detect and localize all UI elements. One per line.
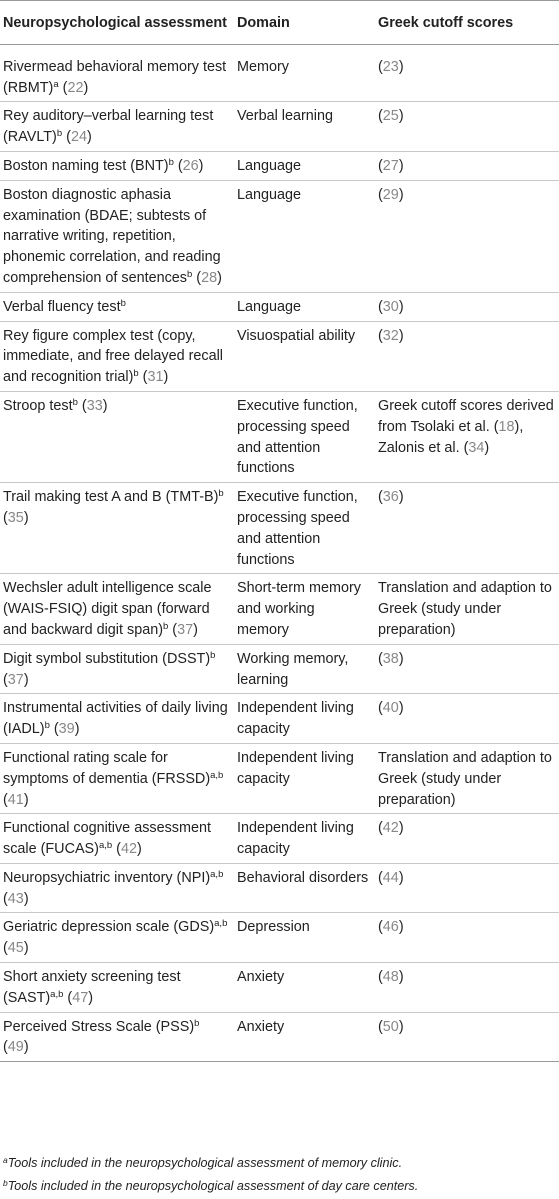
assessment-cell — [0, 292, 233, 321]
test-name: Wechsler adult intelligence scale (WAIS-FSIQ) digit span (forward and backward digit span) — [3, 580, 212, 638]
citation-ref: 26 — [182, 157, 199, 174]
cutoff-cell: (29) — [374, 180, 559, 292]
cutoff-cell — [374, 743, 559, 813]
cutoff-cell: (48) — [374, 963, 559, 1013]
citation-ref: 50 — [382, 1018, 399, 1035]
table-row — [0, 644, 559, 694]
domain-cell: Anxiety — [233, 1012, 374, 1062]
domain-cell: Executive function, processing speed and attention functions — [233, 483, 374, 574]
domain-cell: Anxiety — [233, 963, 374, 1013]
table-row — [0, 694, 559, 744]
test-name: Rey figure complex test (copy, immediate, and free delayed recall and recognition trial) — [3, 327, 223, 386]
footnote-mark: b — [3, 1178, 8, 1188]
table-row — [0, 180, 559, 292]
test-name: Geriatric depression scale (GDS) — [3, 919, 215, 936]
footnote-marker: b — [44, 720, 50, 732]
cutoff-cell: (40) — [374, 694, 559, 744]
citation-ref: 38 — [382, 650, 399, 667]
footnote-marker: a,b — [210, 769, 224, 781]
citation-ref: 47 — [72, 989, 89, 1006]
table-row — [0, 1012, 559, 1062]
test-name: Boston naming test (BNT) — [3, 157, 169, 174]
domain-cell: Executive function, processing speed and attention functions — [233, 391, 374, 482]
citation-ref: 28 — [201, 269, 218, 286]
footnote-b — [3, 1175, 555, 1198]
table-row — [0, 321, 559, 391]
footnote-marker: a,b — [214, 918, 228, 930]
table-row — [0, 743, 559, 813]
table-row — [0, 863, 559, 913]
footnote-marker: b — [72, 396, 78, 408]
citation-ref: 41 — [7, 791, 24, 808]
domain-cell: Short-term memory and working memory — [233, 574, 374, 644]
header-assessment: Neuropsychological assessment — [0, 1, 233, 45]
footnote-marker: a,b — [98, 840, 113, 852]
citation-ref: 37 — [177, 621, 194, 638]
cutoff-cell: (27) — [374, 151, 559, 180]
citation-ref: 49 — [7, 1039, 24, 1056]
citation-ref: 45 — [7, 940, 24, 957]
footnote-marker: b — [194, 1017, 200, 1029]
assessment-cell: Functional cognitive assessment scale (FUCAS)$^{a,b}$ (42) — [0, 814, 233, 864]
header-cutoff: Greek cutoff scores — [374, 1, 559, 45]
table-row — [0, 913, 559, 963]
table-row — [0, 102, 559, 152]
table-row — [0, 44, 559, 102]
test-name: Verbal fluency test — [3, 298, 121, 315]
citation-ref: 25 — [382, 108, 399, 125]
citation-ref: 35 — [7, 509, 24, 526]
domain-cell: Behavioral disorders — [233, 863, 374, 913]
footnote-a — [3, 1152, 555, 1175]
assessment-cell: Trail making test A and B $(TMT-B)^b$ (35) — [0, 483, 233, 574]
footnote-text: Tools included in the neuropsychological assessment of memory clinic. — [7, 1156, 403, 1170]
assessment-cell: Boston naming test (BNT)$^b$ (26) — [0, 151, 233, 180]
citation-ref: 43 — [7, 890, 24, 907]
footnote-mark: a — [3, 1155, 8, 1165]
test-name: Boston diagnostic aphasia examination (BDAE; subtests of narrative writing, repetition, phonemic correlation, and reading comprehension of sentences — [3, 186, 221, 286]
citation-ref: 24 — [70, 129, 87, 146]
domain-cell: Language — [233, 151, 374, 180]
citation-ref: 36 — [382, 489, 399, 506]
assessment-cell: Rey figure complex test (copy, immediate, and free delayed recall and recognition trial)$^b$ (31) — [0, 321, 233, 391]
table-row — [0, 814, 559, 864]
cutoff-cell: (44) — [374, 863, 559, 913]
footnote-marker: b — [218, 488, 224, 500]
table-row — [0, 963, 559, 1013]
footnote-marker: a,b — [210, 868, 224, 880]
assessment-cell: Rey auditory–verbal learning test (RAVLT)$^b$ (24) — [0, 102, 233, 152]
domain-cell: Depression — [233, 913, 374, 963]
test-name: Stroop test — [3, 397, 73, 414]
table-body — [0, 44, 559, 1061]
cutoff-cell: (25) — [374, 102, 559, 152]
footnote-marker: b — [120, 297, 126, 309]
citation-ref: 29 — [382, 186, 399, 203]
cutoff-text: Translation and adaption to Greek (study under preparation) — [378, 749, 552, 808]
footnotes — [3, 1152, 555, 1198]
header-domain: Domain — [233, 1, 374, 45]
citation-ref: 40 — [382, 700, 399, 717]
test-name: Instrumental activities of daily living (IADL) — [3, 700, 228, 738]
assessment-cell: Stroop test$^b$ (33) — [0, 391, 233, 482]
domain-cell: Independent living capacity — [233, 694, 374, 744]
domain-cell: Visuospatial ability — [233, 321, 374, 391]
assessment-cell: Instrumental activities of daily living (IADL)$^b$ (39) — [0, 694, 233, 744]
footnote-marker: b — [56, 128, 63, 140]
table-row — [0, 292, 559, 321]
citation-ref: 39 — [58, 721, 75, 738]
domain-cell: Memory — [233, 44, 374, 102]
domain-cell: Language — [233, 292, 374, 321]
assessment-cell: Neuropsychiatric inventory (NPI)$^{a,b}$ (43) — [0, 863, 233, 913]
citation-ref: 32 — [382, 327, 399, 344]
citation-ref: 46 — [382, 919, 399, 936]
cutoff-cell: (30) — [374, 292, 559, 321]
test-name: Trail making test A and B (TMT-B) — [3, 489, 219, 506]
cutoff-cell: (32) — [374, 321, 559, 391]
test-name: Rey auditory–verbal learning test (RAVLT) — [3, 108, 214, 146]
citation-ref: 18 — [498, 418, 515, 435]
citation-ref: 33 — [86, 397, 103, 414]
assessment-cell: Geriatric depression scale (GDS)$^{a,b}$ (45) — [0, 913, 233, 963]
cutoff-cell: (46) — [374, 913, 559, 963]
test-name: Digit symbol substitution (DSST) — [3, 650, 211, 667]
footnote-marker: a — [53, 78, 59, 90]
cutoff-cell — [374, 391, 559, 482]
cutoff-cell: (42) — [374, 814, 559, 864]
citation-ref: 23 — [382, 58, 399, 75]
domain-cell: Independent living capacity — [233, 743, 374, 813]
cutoff-cell: (23) — [374, 44, 559, 102]
footnote-marker: b — [210, 649, 216, 661]
test-name: Functional cognitive assessment scale (FUCAS) — [3, 820, 211, 858]
table-header — [0, 1, 559, 45]
footnote-text: Tools included in the neuropsychological assessment of day care centers. — [7, 1179, 419, 1193]
header-row — [0, 1, 559, 45]
citation-ref: 27 — [382, 157, 399, 174]
domain-cell: Language — [233, 180, 374, 292]
citation-ref: 22 — [67, 79, 84, 96]
domain-cell: Working memory, learning — [233, 644, 374, 694]
assessment-cell: Rivermead behavioral memory test (RBMT)$^a$ (22) — [0, 44, 233, 102]
table-row — [0, 483, 559, 574]
assessment-cell: Short anxiety screening test (SAST)$^{a,b}$ (47) — [0, 963, 233, 1013]
cutoff-cell: (50) — [374, 1012, 559, 1062]
citation-ref: 42 — [382, 820, 399, 837]
footnote-marker: b — [168, 156, 174, 168]
test-name: Neuropsychiatric inventory (NPI) — [3, 869, 211, 886]
table-row — [0, 574, 559, 644]
assessment-cell: Digit symbol substitution (DSST)$^b$ (37) — [0, 644, 233, 694]
citation-ref: 31 — [147, 369, 164, 386]
test-name: Short anxiety screening test (SAST) — [3, 969, 181, 1006]
cutoff-cell: (38) — [374, 644, 559, 694]
test-name: Perceived Stress Scale (PSS) — [3, 1018, 195, 1035]
citation-ref: 48 — [382, 969, 399, 986]
assessment-cell: Wechsler adult intelligence scale (WAIS-FSIQ) digit span (forward and backward digit span)$^b$ (37) — [0, 574, 233, 644]
citation-ref: 30 — [382, 298, 399, 315]
cutoff-text: Greek cutoff scores derived from Tsolaki et al. (18), Zalonis et al. (34) — [378, 397, 554, 456]
cutoff-cell: (36) — [374, 483, 559, 574]
table-row — [0, 151, 559, 180]
footnote-marker: b — [163, 620, 169, 632]
cutoff-cell — [374, 574, 559, 644]
assessment-cell: Perceived Stress Scale (PSS)$^b$ (49) — [0, 1012, 233, 1062]
footnote-marker: b — [187, 268, 193, 280]
citation-ref: 37 — [7, 671, 24, 688]
domain-cell: Independent living capacity — [233, 814, 374, 864]
citation-ref: 44 — [382, 869, 399, 886]
footnote-marker: a,b — [50, 988, 64, 1000]
citation-ref: 42 — [120, 841, 137, 858]
assessment-cell: Functional rating scale for symptoms of dementia (FRSSD)$^{a,b}$ (41) — [0, 743, 233, 813]
table-row — [0, 391, 559, 482]
assessment-cell: Boston diagnostic aphasia examination (BDAE; subtests of narrative writing, repetition, phonemic correlation, and reading comprehension of sentences$^b$ (28) — [0, 180, 233, 292]
test-name: Functional rating scale for symptoms of dementia (FRSSD) — [3, 749, 211, 787]
domain-cell: Verbal learning — [233, 102, 374, 152]
footnote-marker: b — [133, 368, 139, 380]
test-name: Rivermead behavioral memory test (RBMT) — [3, 58, 227, 96]
citation-ref: 34 — [468, 439, 485, 456]
cutoff-text: Translation and adaption to Greek (study under preparation) — [378, 580, 552, 638]
